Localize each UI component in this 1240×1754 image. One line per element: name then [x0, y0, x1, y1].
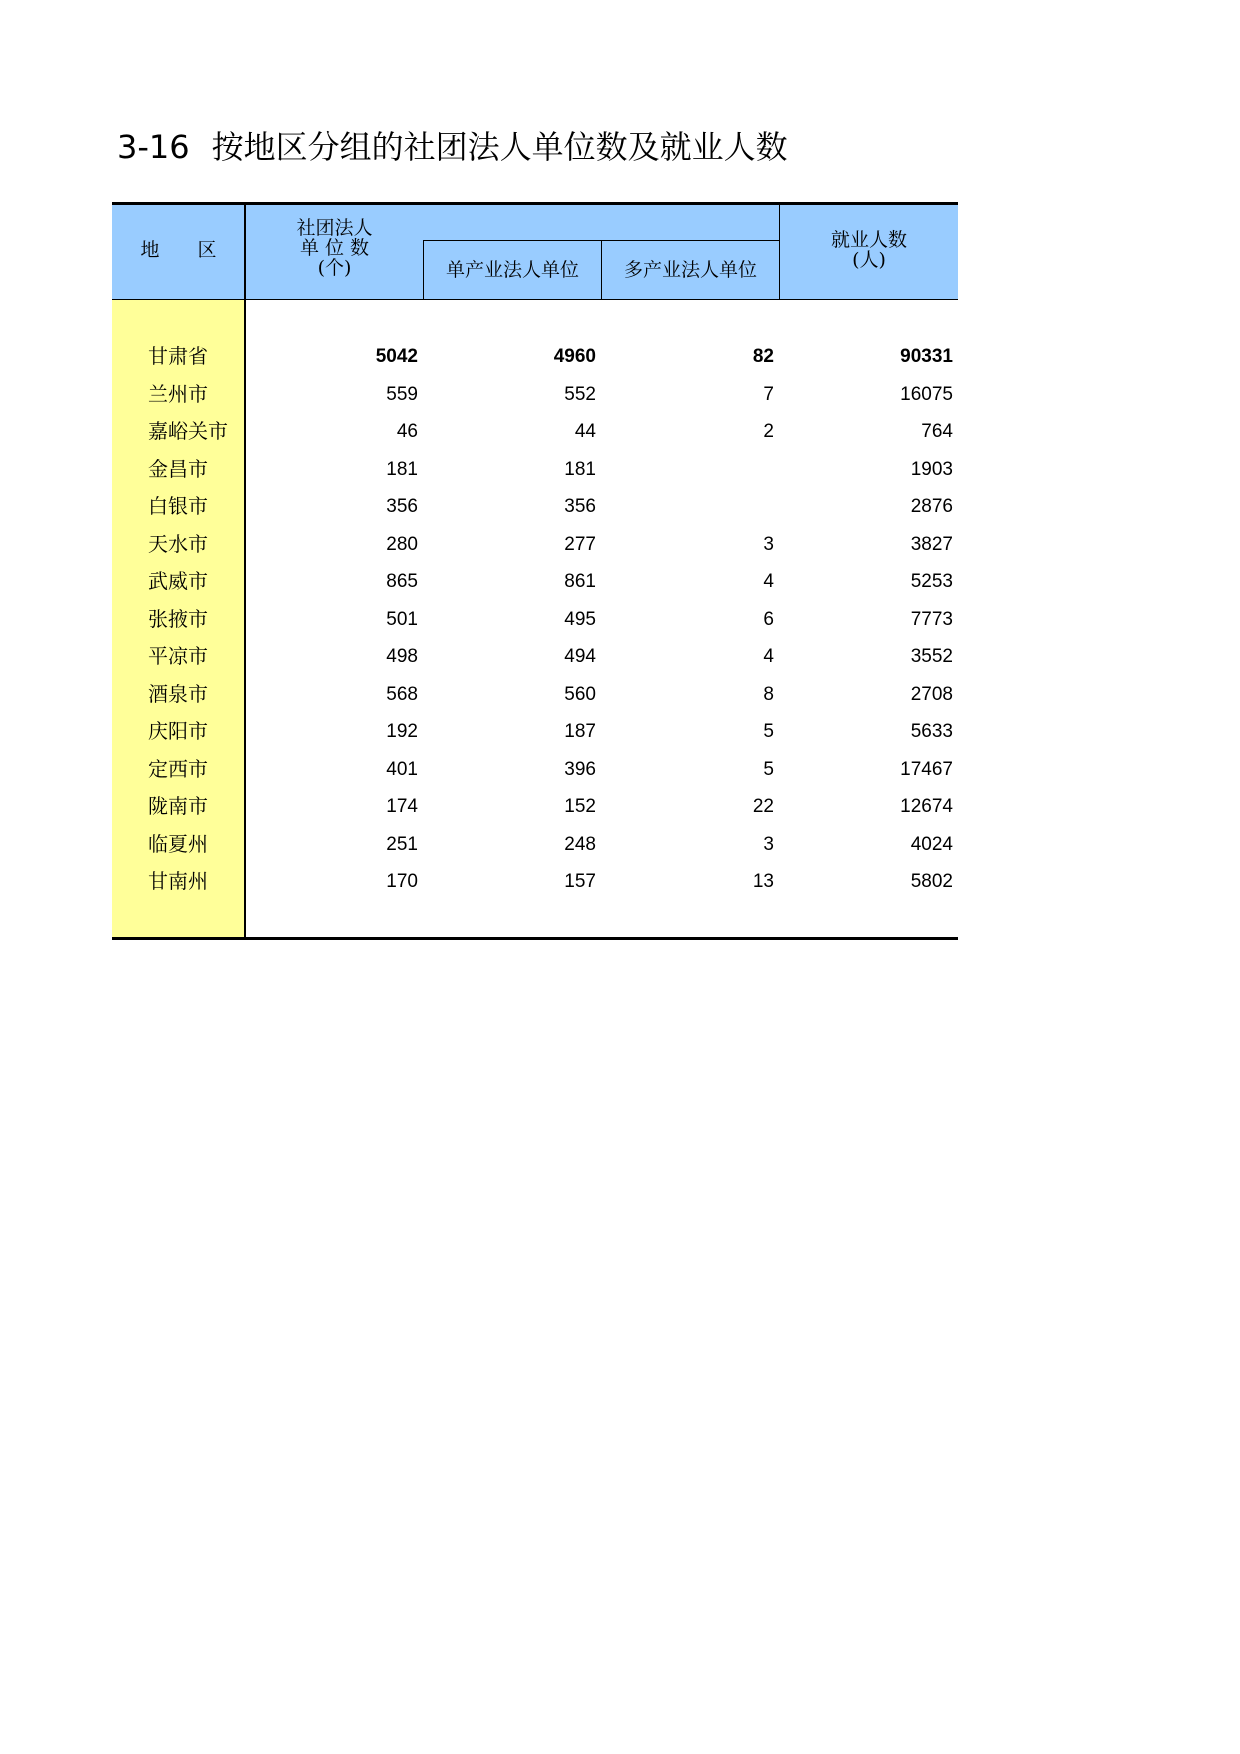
- region-header: 地 区: [140, 239, 217, 261]
- region-name: 定西市: [148, 756, 208, 781]
- employed-value: 3827: [910, 533, 953, 555]
- single-value: 44: [574, 421, 596, 442]
- table-row: [112, 751, 958, 788]
- units-value: 568: [386, 683, 418, 705]
- header-bottom-border: [112, 299, 958, 300]
- region-name: 张掖市: [148, 606, 208, 631]
- employed-value: 7773: [910, 608, 953, 630]
- units-value: 251: [386, 833, 418, 855]
- single-industry-header: 单产业法人单位: [445, 259, 579, 281]
- single-value: 277: [564, 533, 596, 555]
- table-row: [112, 338, 958, 375]
- units-value: 174: [386, 796, 418, 817]
- table-row: [112, 413, 958, 450]
- table-row: [112, 676, 958, 713]
- table-row: [112, 488, 958, 525]
- table-title: 按地区分组的社团法人单位数及就业人数: [211, 128, 788, 166]
- multi-value: 3: [763, 833, 774, 855]
- table-row: [112, 638, 958, 675]
- employed-value: 16075: [900, 383, 953, 405]
- region-name: 兰州市: [148, 381, 208, 406]
- single-value: 552: [564, 383, 596, 405]
- multi-value: 8: [763, 683, 774, 705]
- single-value: 152: [564, 796, 596, 817]
- units-header-line2: 单 位 数: [299, 237, 370, 259]
- multi-value: 22: [752, 796, 774, 817]
- employed-value: 2876: [910, 496, 953, 517]
- units-value: 498: [386, 646, 418, 667]
- units-value: 181: [386, 458, 418, 480]
- single-value: 494: [564, 646, 596, 667]
- region-name: 平凉市: [148, 644, 208, 668]
- single-value: 560: [564, 683, 596, 705]
- top-border: [112, 202, 958, 205]
- employed-value: 5802: [910, 871, 953, 892]
- employed-value: 5633: [910, 721, 953, 742]
- multi-value: 5: [763, 721, 774, 742]
- region-name: 庆阳市: [148, 719, 208, 743]
- units-value: 401: [386, 758, 418, 780]
- single-value: 4960: [553, 346, 596, 367]
- single-value: 396: [564, 758, 596, 780]
- employed-header-line2: (人): [852, 249, 886, 271]
- region-name: 金昌市: [148, 456, 208, 481]
- employed-value: 764: [921, 421, 953, 442]
- multi-value: 13: [752, 871, 774, 892]
- units-value: 5042: [375, 346, 418, 367]
- units-value: 501: [386, 608, 418, 630]
- table-row: [112, 376, 958, 413]
- units-value: 865: [386, 571, 418, 592]
- employed-header-line1: 就业人数: [830, 229, 907, 251]
- units-value: 46: [396, 421, 418, 442]
- subheader-top-border: [423, 240, 780, 241]
- employed-header: [780, 230, 958, 270]
- table-row: [112, 713, 958, 750]
- table-row: [112, 601, 958, 638]
- region-name: 陇南市: [148, 794, 208, 818]
- region-name: 嘉峪关市: [148, 419, 228, 443]
- multi-value: 4: [763, 571, 774, 592]
- employed-value: 5253: [910, 571, 953, 592]
- page-title: [117, 122, 788, 168]
- single-value: 187: [564, 721, 596, 742]
- single-value: 181: [564, 458, 596, 480]
- multi-value: 5: [763, 758, 774, 780]
- units-header-line3: (个): [317, 257, 352, 279]
- units-value: 170: [386, 871, 418, 892]
- units-header: [246, 218, 423, 278]
- employed-value: 4024: [910, 833, 953, 855]
- multi-value: 7: [763, 383, 774, 405]
- employed-value: 1903: [910, 458, 953, 480]
- table-row: [112, 563, 958, 600]
- single-value: 861: [564, 571, 596, 592]
- single-value: 157: [564, 871, 596, 892]
- multi-value: 4: [763, 646, 774, 667]
- employed-value: 3552: [910, 646, 953, 667]
- employed-value: 90331: [900, 346, 953, 367]
- units-value: 280: [386, 533, 418, 555]
- multi-value: 2: [763, 421, 774, 442]
- bottom-border: [112, 937, 958, 940]
- region-name: 武威市: [148, 569, 208, 593]
- table-row: [112, 826, 958, 863]
- multi-value: 82: [752, 346, 774, 367]
- region-name: 天水市: [148, 531, 208, 556]
- units-value: 356: [386, 496, 418, 517]
- single-value: 356: [564, 496, 596, 517]
- table-number: 3-16: [117, 128, 190, 166]
- multi-value: 3: [763, 533, 774, 555]
- units-value: 559: [386, 383, 418, 405]
- table-row: [112, 526, 958, 563]
- table-row: [112, 451, 958, 488]
- single-value: 495: [564, 608, 596, 630]
- multi-industry-header: 多产业法人单位: [623, 259, 757, 281]
- region-name: 甘肃省: [148, 344, 208, 368]
- statistics-table: [112, 202, 958, 940]
- units-value: 192: [386, 721, 418, 742]
- region-name: 甘南州: [148, 869, 208, 893]
- table-row: [112, 863, 958, 900]
- units-header-line1: 社团法人: [296, 217, 373, 239]
- region-name: 白银市: [148, 494, 208, 518]
- employed-value: 12674: [900, 796, 953, 817]
- table-row: [112, 788, 958, 825]
- single-value: 248: [564, 833, 596, 855]
- multi-value: 6: [763, 608, 774, 630]
- employed-value: 17467: [900, 758, 953, 780]
- region-name: 临夏州: [148, 831, 208, 856]
- region-name: 酒泉市: [148, 681, 208, 706]
- employed-value: 2708: [910, 683, 953, 705]
